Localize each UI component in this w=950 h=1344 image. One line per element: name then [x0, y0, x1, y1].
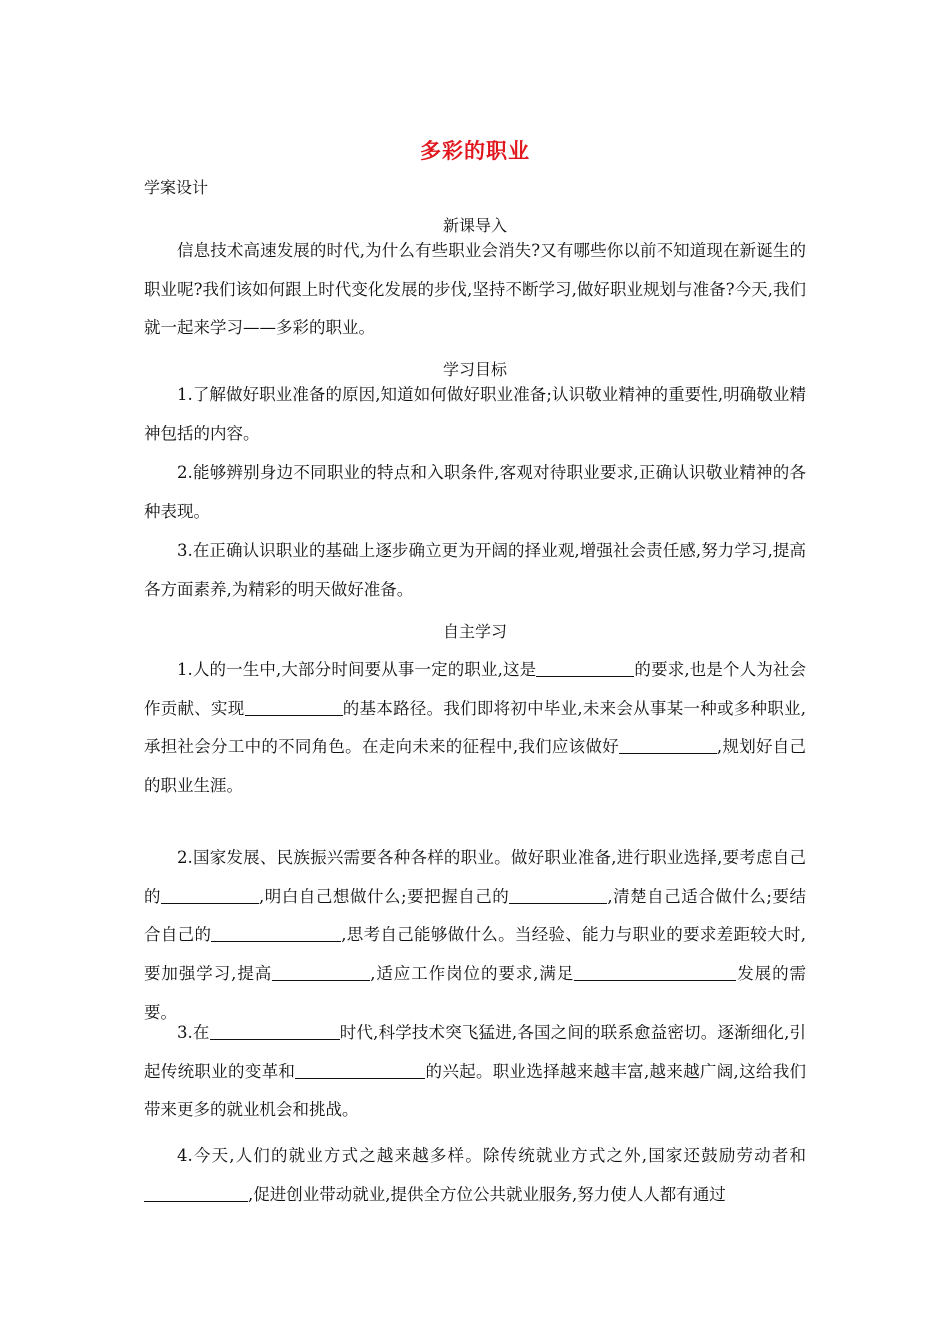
question-text: ,规划好自己的职业生涯。	[144, 737, 806, 796]
heading-self-study: 自主学习	[442, 622, 507, 641]
question-text: 时代,科学技术突飞猛进,各国之间的联系愈益密切。	[339, 1023, 718, 1042]
heading-goals: 学习目标	[442, 360, 507, 379]
question-text: 3.在	[177, 1023, 210, 1042]
fill-blank[interactable]	[509, 886, 607, 904]
question-text: ,促进创业带动就业,提供全方位公共就业服务,努力使人人都有通过	[248, 1184, 726, 1204]
question-4	[144, 1137, 806, 1214]
question-1	[144, 651, 806, 806]
document-subtitle: 学案设计	[144, 178, 209, 197]
fill-blank[interactable]	[210, 1023, 340, 1041]
question-text: ,清楚自己适合做什么;要结合自己的	[144, 886, 806, 945]
question-text: 的基本路径。我们即将初中毕业,未来会从事某一种或多种职业,承担社会分工中的不同角色。在走向未来的征程中,我们应该做好	[144, 698, 806, 757]
fill-blank[interactable]	[161, 886, 259, 904]
fill-blank[interactable]	[144, 1184, 248, 1202]
fill-blank[interactable]	[536, 660, 634, 678]
question-text: ,明白自己想做什么;要把握自己的	[259, 886, 510, 906]
heading-intro: 新课导入	[442, 216, 507, 235]
goal-item-3: 3.在正确认识职业的基础上逐步确立更为开阔的择业观,增强社会责任感,努力学习,提高各方面素养,为精彩的明天做好准备。	[144, 541, 806, 599]
question-text: ,适应工作岗位的要求,满足	[370, 964, 575, 984]
question-text: 4.今天,人们的就业方式之越来越多样。除传统就业方式之外,国家还鼓励劳动者和	[177, 1146, 806, 1165]
fill-blank[interactable]	[245, 698, 343, 716]
goal-item-2: 2.能够辨别身边不同职业的特点和入职条件,客观对待职业要求,正确认识敬业精神的各种表现。	[144, 463, 806, 521]
question-text: ,思考自己能够做什么。当经验、能力与职业的要求差距较大时,要加强学习,提高	[144, 925, 806, 984]
question-text: 逐渐细化,引起传统职业的变革和	[144, 1023, 806, 1081]
question-text: 的要求,也是个人为社会作贡献、实现	[144, 660, 807, 718]
question-2	[144, 839, 806, 1033]
fill-blank[interactable]	[619, 737, 717, 755]
fill-blank[interactable]	[272, 964, 370, 982]
question-3	[144, 1014, 806, 1130]
goal-item-1: 1.了解做好职业准备的原因,知道如何做好职业准备;认识敬业精神的重要性,明确敬业精神包括的内容。	[144, 385, 806, 443]
question-text: 2.国家发展、民族振兴需要各种各样的职业。做好职业准备,进行职业选择,要考虑自己的	[144, 848, 806, 906]
fill-blank[interactable]	[574, 964, 736, 982]
document-title: 多彩的职业	[420, 138, 530, 163]
question-text: 发展的需要。	[144, 964, 807, 1022]
fill-blank[interactable]	[211, 925, 341, 943]
intro-paragraph: 信息技术高速发展的时代,为什么有些职业会消失?又有哪些你以前不知道现在新诞生的职业呢?我们该如何跟上时代变化发展的步伐,坚持不断学习,做好职业规划与准备?今天,我们就一起来学习——多彩的职业。	[144, 241, 806, 338]
fill-blank[interactable]	[295, 1061, 425, 1079]
question-text: 的兴起。职业选择越来越丰富,越来越广阔,这给我们带来更多的就业机会和挑战。	[144, 1061, 806, 1120]
question-text: 1.人的一生中,大部分时间要从事一定的职业,这是	[177, 660, 537, 679]
